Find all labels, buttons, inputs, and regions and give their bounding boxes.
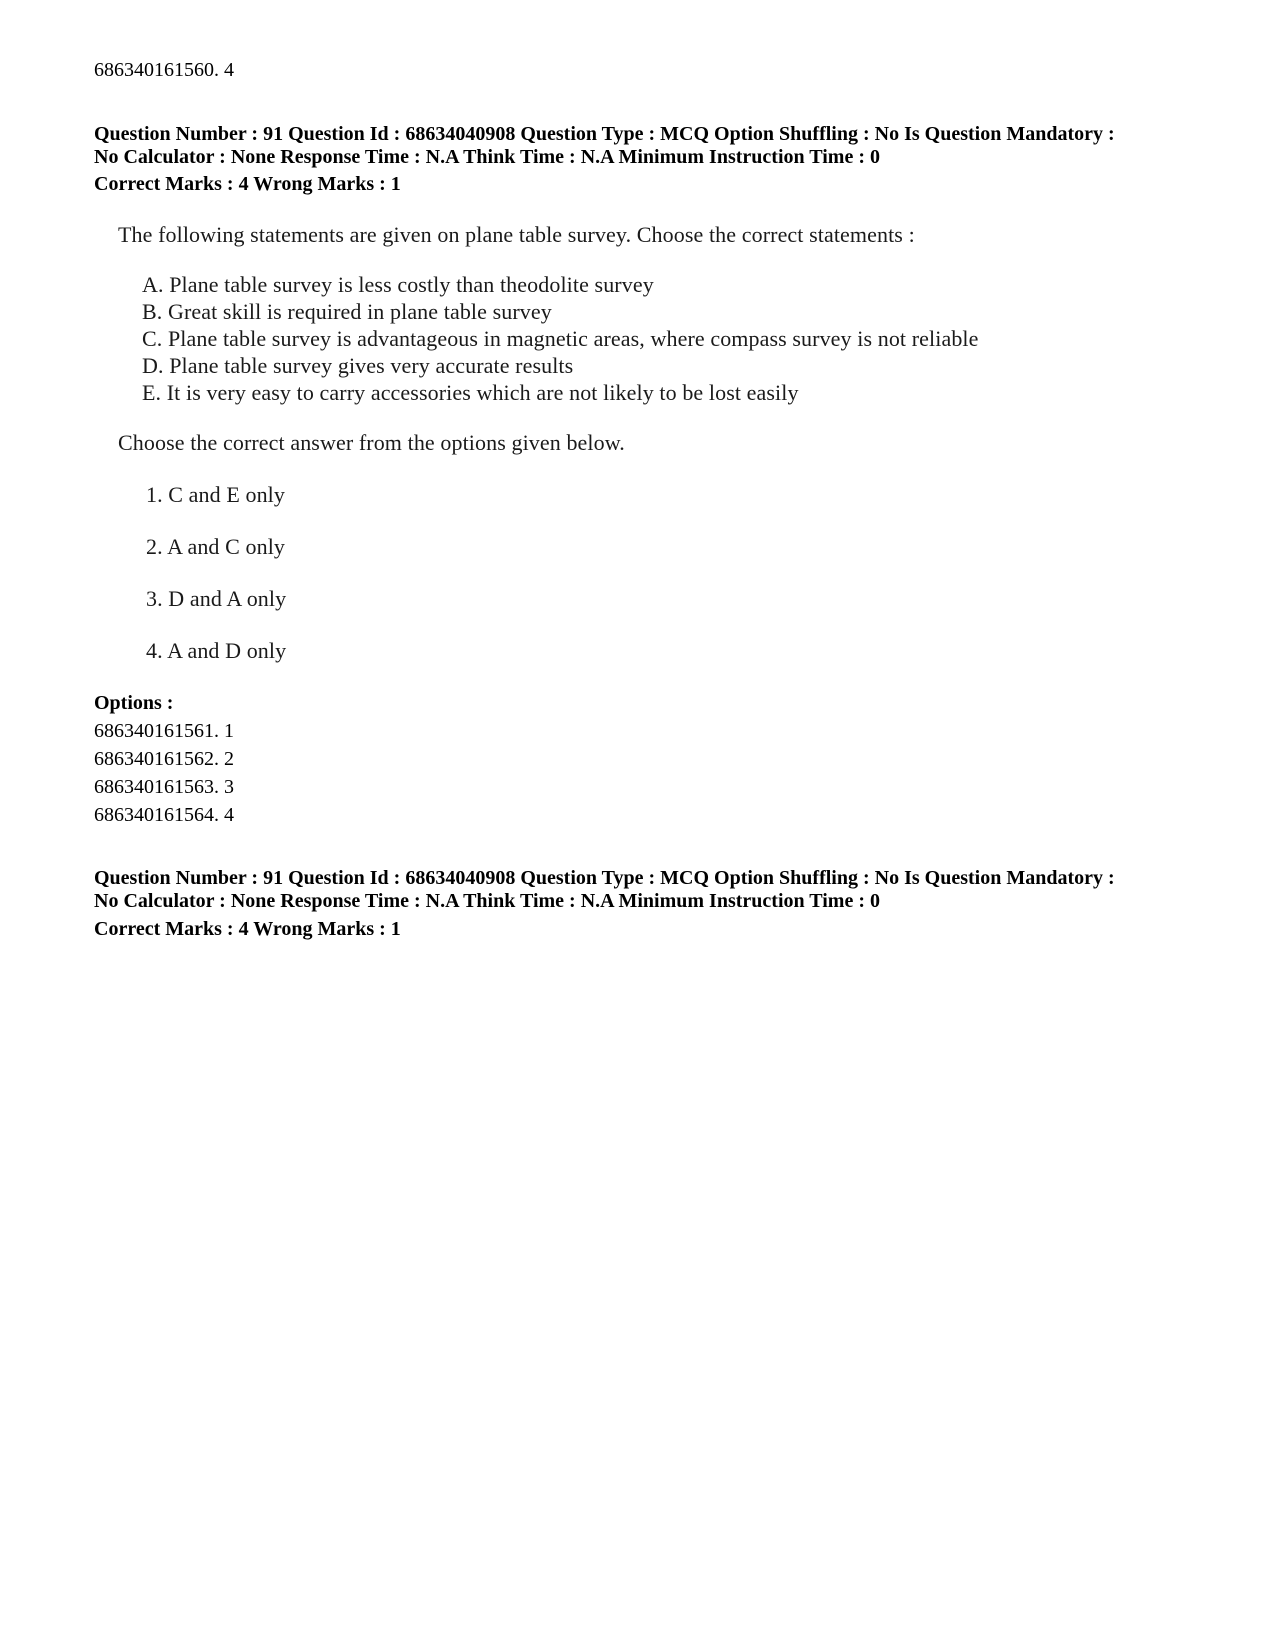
option-4: 686340161564. 4 bbox=[94, 804, 234, 826]
previous-option: 686340161560. 4 bbox=[94, 59, 234, 81]
question-stem: The following statements are given on plane table survey. Choose the correct statements : bbox=[118, 222, 915, 247]
choice-2: 2. A and C only bbox=[146, 534, 286, 559]
choice-4: 4. A and D only bbox=[146, 638, 287, 663]
statement-e: E. It is very easy to carry accessories which are not likely to be lost easily bbox=[142, 380, 799, 405]
statement-b: B. Great skill is required in plane table survey bbox=[142, 299, 552, 324]
choice-1: 1. C and E only bbox=[146, 482, 285, 507]
question-marks: Correct Marks : 4 Wrong Marks : 1 bbox=[94, 173, 401, 195]
question-header-line-2: No Calculator : None Response Time : N.A Think Time : N.A Minimum Instruction Time : 0 bbox=[94, 146, 880, 168]
options-label: Options : bbox=[94, 692, 174, 714]
question-2-marks: Correct Marks : 4 Wrong Marks : 1 bbox=[94, 918, 401, 940]
option-3: 686340161563. 3 bbox=[94, 776, 234, 798]
statement-a: A. Plane table survey is less costly than theodolite survey bbox=[142, 272, 654, 297]
question-header-line-1: Question Number : 91 Question Id : 68634040908 Question Type : MCQ Option Shuffling : No Is Question Mandatory : bbox=[94, 123, 1115, 145]
option-2: 686340161562. 2 bbox=[94, 748, 234, 770]
question-header-2-line-2: No Calculator : None Response Time : N.A Think Time : N.A Minimum Instruction Time : 0 bbox=[94, 890, 880, 912]
option-1: 686340161561. 1 bbox=[94, 720, 234, 742]
question-instruction: Choose the correct answer from the options given below. bbox=[118, 430, 625, 455]
question-body bbox=[94, 220, 1094, 700]
statement-c: C. Plane table survey is advantageous in magnetic areas, where compass survey is not reliable bbox=[142, 326, 979, 351]
question-header-2-line-1: Question Number : 91 Question Id : 68634040908 Question Type : MCQ Option Shuffling : No Is Question Mandatory : bbox=[94, 867, 1115, 889]
statement-d: D. Plane table survey gives very accurate results bbox=[142, 353, 574, 378]
choice-3: 3. D and A only bbox=[146, 586, 287, 611]
